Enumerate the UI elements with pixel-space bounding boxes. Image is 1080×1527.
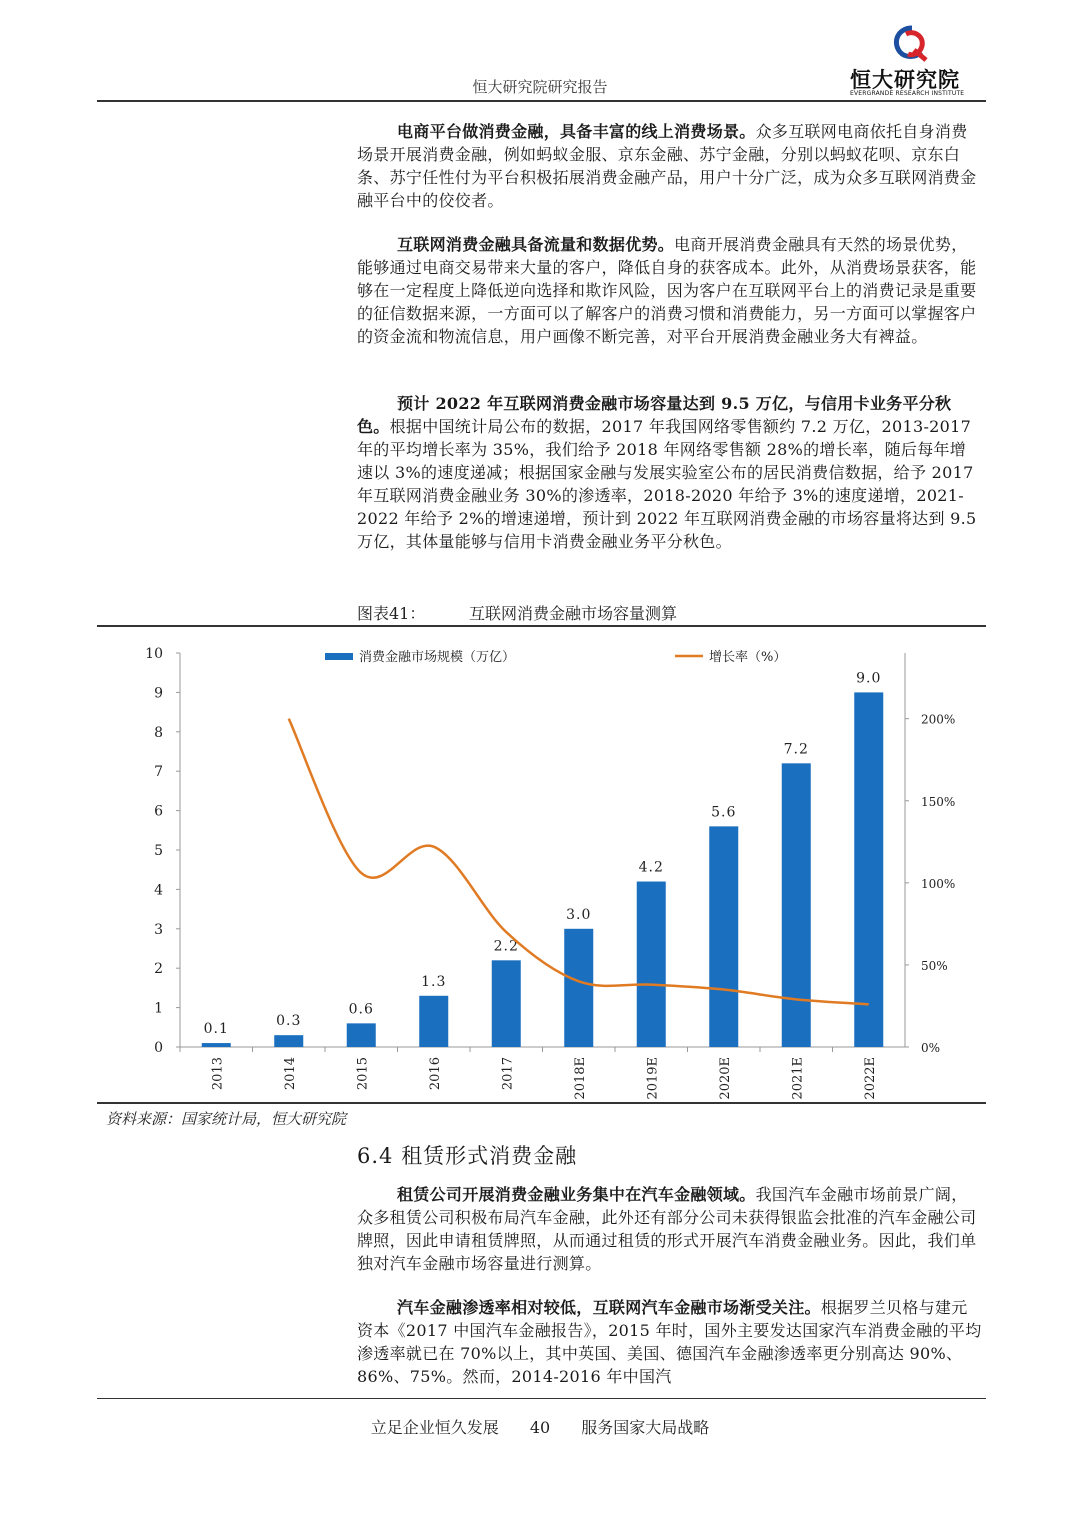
bar-2019E [637,882,666,1047]
logo-mark-icon [850,20,970,66]
paragraph-3-lead: 预计 2022 年互联网消费金融市场容量达到 9.5 万亿，与信用卡业务平分秋色。 [357,394,952,436]
section-number: 6.4 [357,1144,394,1168]
bar-data-label: 7.2 [783,741,809,758]
paragraph-1-lead: 电商平台做消费金融，具备丰富的线上消费场景。 [397,122,756,141]
left-tick-label: 7 [154,764,163,781]
left-tick-label: 0 [154,1040,163,1056]
market-size-chart [97,630,986,1100]
bar-data-label: 4.2 [638,859,664,876]
report-header-title: 恒大研究院研究报告 [472,78,608,96]
paragraph-3-body: 根据中国统计局公布的数据，2017 年我国网络零售额约 7.2 万亿，2013-2017 年的平均增长率为 35%，我们给予 2018 年网络零售额 28%的增长率，随后每年增速以 3%的速度递减；根据国家金融与发展实验室公布的居民消费信数据，给予 2017 年互联网消费金融业务 30%的渗透率，2018-2020 年给予 3%的速度递增，2021-2022 年给予 2%的增速递增，预计到 2022 年互联网消费金融的市场容量将达到 9.5 万亿，其体量能够与信用卡消费金融业务平分秋色。 [357,417,977,551]
bar-2018E [564,929,593,1047]
section-title: 租赁形式消费金融 [401,1144,578,1168]
bar-2013 [202,1043,231,1047]
paragraph-3 [357,392,982,553]
figure-caption: 互联网消费金融市场容量测算 [469,604,678,623]
page-number: 40 [529,1418,551,1437]
footer-left-slogan: 立足企业恒久发展 [370,1418,499,1437]
footer-rule [97,1398,986,1399]
bar-2021E [782,763,811,1047]
right-tick-label: 50% [921,958,948,973]
paragraph-4-lead: 租赁公司开展消费金融业务集中在汽车金融领域。 [397,1185,756,1204]
paragraph-2 [357,233,982,348]
bar-data-label: 2.2 [493,938,519,955]
figure-title [357,601,677,624]
legend-bar-swatch [325,653,353,660]
bar-2022E [854,692,883,1047]
x-tick-label: 2020E [717,1057,733,1100]
paragraph-4 [357,1183,982,1275]
paragraph-2-lead: 互联网消费金融具备流量和数据优势。 [397,235,675,254]
x-tick-label: 2014 [282,1057,298,1091]
bar-data-label: 0.3 [276,1013,302,1030]
paragraph-4-body: 我国汽车金融市场前景广阔，众多租赁公司积极布局汽车金融，此外还有部分公司未获得银监会批准的汽车金融公司牌照，因此申请租赁牌照，从而通过租赁的形式开展汽车消费金融业务。因此，我们单独对汽车金融市场容量进行测算。 [357,1185,977,1273]
right-tick-label: 0% [921,1041,941,1055]
bar-data-label: 1.3 [421,973,447,990]
x-tick-label: 2017 [500,1057,516,1091]
left-tick-label: 4 [154,882,163,899]
left-tick-label: 2 [154,961,163,978]
paragraph-5 [357,1296,982,1388]
bar-2016 [419,996,448,1047]
right-tick-label: 150% [921,794,956,809]
left-tick-label: 6 [154,803,163,820]
bar-data-label: 5.6 [711,804,737,821]
left-tick-label: 3 [154,921,163,938]
section-heading [357,1140,577,1170]
bar-data-label: 3.0 [566,906,592,923]
bar-2017 [492,960,521,1047]
x-tick-label: 2021E [790,1057,806,1100]
x-tick-label: 2018E [572,1057,588,1100]
left-tick-label: 10 [145,646,163,662]
figure-source: 资料来源：国家统计局，恒大研究院 [106,1110,347,1128]
bar-2015 [347,1023,376,1047]
paragraph-1-body: 众多互联网电商依托自身消费场景开展消费金融，例如蚂蚁金服、京东金融、苏宁金融，分别以蚂蚁花呗、京东白条、苏宁任性付为平台积极拓展消费金融产品，用户十分广泛，成为众多互联网消费金融平台中的佼佼者。 [357,122,977,210]
page-footer [0,1415,1080,1438]
left-tick-label: 8 [154,724,163,741]
bar-data-label: 0.1 [203,1021,229,1038]
x-tick-label: 2016 [427,1057,443,1091]
x-tick-label: 2019E [645,1057,661,1100]
paragraph-1 [357,120,982,212]
paragraph-5-lead: 汽车金融渗透率相对较低，互联网汽车金融市场渐受关注。 [397,1298,821,1317]
x-tick-label: 2022E [862,1057,878,1100]
bar-data-label: 0.6 [348,1001,374,1018]
paragraph-5-body: 根据罗兰贝格与建元资本《2017 中国汽车金融报告》，2015 年时，国外主要发达国家汽车消费金融的平均渗透率就已在 70%以上，其中英国、美国、德国汽车金融渗透率更分别高达 90%、86%、75%。然而，2014-2016 年中国汽 [357,1298,982,1386]
right-tick-label: 200% [921,712,956,727]
bar-2014 [274,1035,303,1047]
right-tick-label: 100% [921,876,956,891]
x-tick-label: 2015 [355,1057,371,1091]
left-tick-label: 1 [154,1000,163,1017]
footer-right-slogan: 服务国家大局战略 [581,1418,710,1437]
paragraph-2-body: 电商开展消费金融具有天然的场景优势，能够通过电商交易带来大量的客户，降低自身的获客成本。此外，从消费场景获客，能够在一定程度上降低逆向选择和欺诈风险，因为客户在互联网平台上的消费记录是重要的征信数据来源，一方面可以了解客户的消费习惯和消费能力，另一方面可以掌握客户的资金流和物流信息，用户画像不断完善，对平台开展消费金融业务大有裨益。 [357,235,977,346]
left-tick-label: 5 [154,843,163,859]
figure-label: 图表41： [357,604,426,623]
legend-bar-label: 消费金融市场规模（万亿） [359,650,516,665]
x-tick-label: 2013 [210,1057,226,1091]
header-rule [97,100,986,102]
left-tick-label: 9 [154,685,163,702]
bar-data-label: 9.0 [856,670,882,687]
figure-top-rule [97,625,986,627]
figure-bottom-rule [97,1102,986,1104]
bar-2020E [709,826,738,1047]
legend-line-label: 增长率（%） [709,650,787,665]
logo-subtitle: EVERGRANDE RESEARCH INSTITUTE [850,90,965,97]
logo-name: 恒大研究院 [850,68,960,92]
